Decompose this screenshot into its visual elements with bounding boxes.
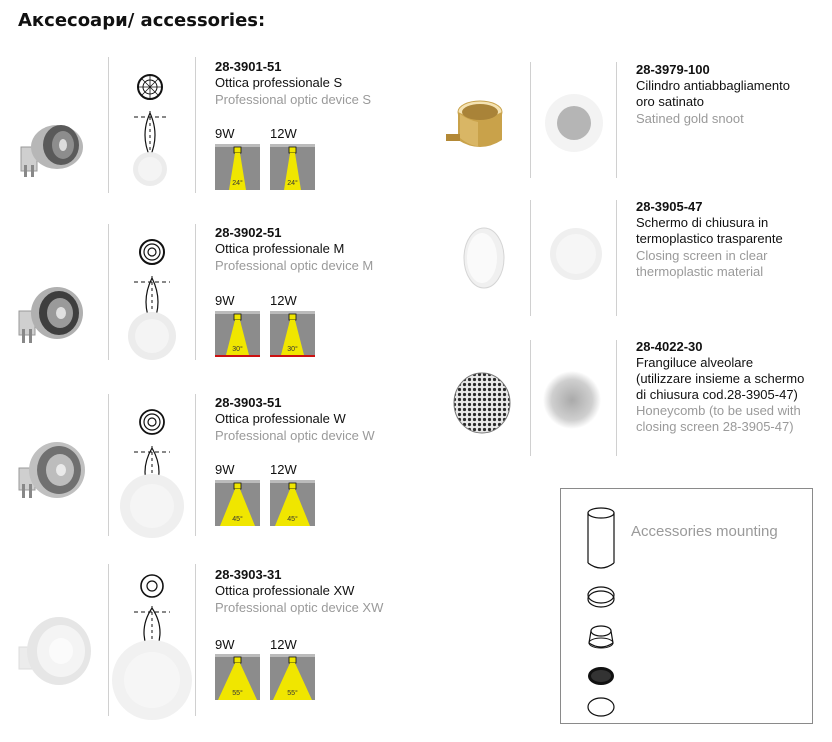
watt-label-12w: 12W: [270, 293, 297, 308]
product-desc-it: di chiusura cod.28-3905-47): [636, 387, 798, 402]
product-desc-it: (utilizzare insieme a schermo: [636, 371, 805, 386]
product-name-en: Professional optic device XW: [215, 600, 384, 615]
beam-angle-label: 30°: [287, 346, 298, 353]
product-desc-it: Cilindro antiabbagliamento: [636, 78, 790, 93]
watt-label-9w: 9W: [215, 126, 235, 141]
accessory-row: [430, 196, 830, 326]
beam-angle-label: 45°: [232, 516, 243, 523]
beam-angle-icon: [270, 144, 315, 190]
optic-row: [0, 222, 420, 362]
watt-label-12w: 12W: [270, 637, 297, 652]
product-code: 28-3903-51: [215, 395, 282, 410]
optic-lens-diagram: [108, 570, 196, 722]
optic-lens-diagram: [114, 406, 190, 540]
closing-screen-image: [458, 226, 508, 290]
optic-row: [0, 55, 420, 195]
snoot-front-view: [544, 93, 604, 153]
optic-row: [0, 562, 420, 722]
beam-angle-label: 24°: [232, 180, 243, 187]
product-name-it: Ottica professionale M: [215, 241, 345, 256]
product-code: 28-3902-51: [215, 225, 282, 240]
beam-angle-label: 24°: [287, 180, 298, 187]
product-name-en: Professional optic device M: [215, 258, 374, 273]
product-desc-it: oro satinato: [636, 94, 704, 109]
watt-label-9w: 9W: [215, 293, 235, 308]
product-name-it: Ottica professionale W: [215, 411, 346, 426]
screen-front-view: [548, 226, 604, 282]
mounting-label: Accessories mounting: [631, 523, 778, 540]
product-code: 28-3979-100: [636, 62, 710, 77]
beam-angle-icon: [215, 654, 260, 700]
product-code: 28-3901-51: [215, 59, 282, 74]
watt-label-9w: 9W: [215, 462, 235, 477]
beam-angle-icon: [215, 480, 260, 526]
optic-row: [0, 392, 420, 540]
product-desc-en: closing screen 28-3905-47): [636, 419, 794, 434]
beam-angle-label: 30°: [232, 346, 243, 353]
product-name-it: Ottica professionale S: [215, 75, 343, 90]
accessory-row: [430, 336, 830, 466]
product-name-en: Professional optic device W: [215, 428, 375, 443]
product-desc-en: Satined gold snoot: [636, 111, 744, 126]
product-name-it: Ottica professionale XW: [215, 583, 355, 598]
watt-label-9w: 9W: [215, 637, 235, 652]
product-code: 28-3905-47: [636, 199, 703, 214]
watt-label-12w: 12W: [270, 126, 297, 141]
product-desc-en: Closing screen in clear: [636, 248, 768, 263]
beam-angle-icon: [270, 654, 315, 700]
mounting-stack-diagram: [579, 499, 623, 719]
product-code: 28-3903-31: [215, 567, 282, 582]
watt-label-12w: 12W: [270, 462, 297, 477]
gold-snoot-image: [442, 96, 508, 158]
optic-lens-diagram: [126, 236, 178, 360]
reflector-image: [15, 115, 85, 185]
product-code: 28-4022-30: [636, 339, 703, 354]
beam-angle-icon: [215, 144, 260, 190]
honeycomb-front-view: [542, 370, 602, 430]
product-desc-en: Honeycomb (to be used with: [636, 403, 801, 418]
product-desc-it: Frangiluce alveolare: [636, 355, 754, 370]
product-name-en: Professional optic device S: [215, 92, 372, 107]
product-desc-it: Schermo di chiusura in: [636, 215, 769, 230]
beam-angle-label: 55°: [232, 690, 243, 697]
beam-angle-icon: [215, 311, 260, 357]
beam-angle-label: 55°: [287, 690, 298, 697]
honeycomb-image: [452, 372, 512, 434]
page-title: Аксесоари/ accessories:: [18, 10, 266, 31]
optic-lens-diagram: [128, 73, 176, 191]
accessories-mounting-box: [560, 488, 813, 724]
product-desc-it: termoplastico trasparente: [636, 231, 783, 246]
product-desc-en: thermoplastic material: [636, 264, 764, 279]
beam-angle-label: 45°: [287, 516, 298, 523]
beam-angle-icon: [270, 311, 315, 357]
beam-angle-icon: [270, 480, 315, 526]
accessory-row: [430, 58, 830, 188]
reflector-image: [15, 277, 85, 355]
reflector-image: [15, 432, 87, 510]
reflector-image: [15, 607, 93, 697]
